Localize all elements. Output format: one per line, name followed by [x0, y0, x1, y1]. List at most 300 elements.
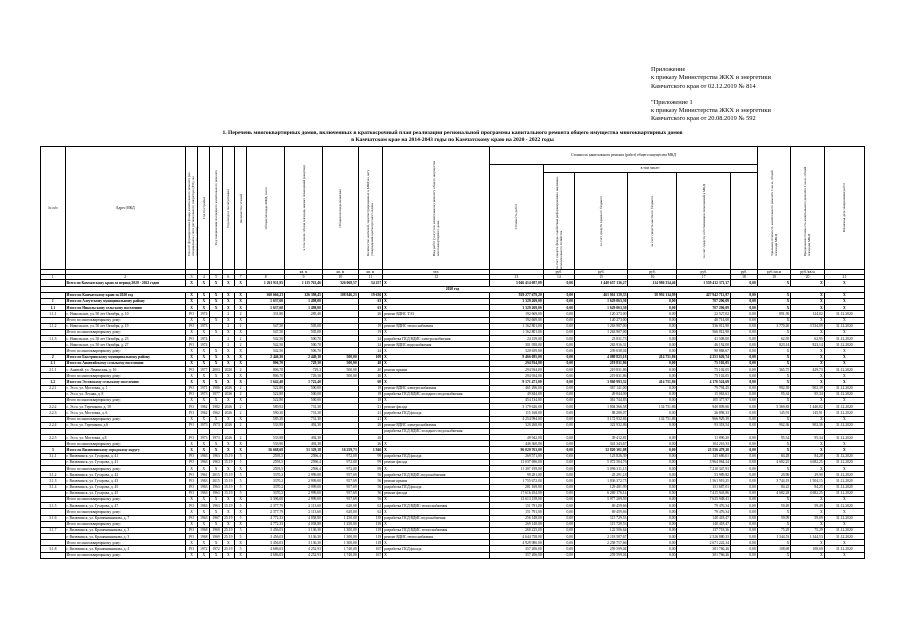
table-cell: 0,00	[543, 336, 574, 342]
table-cell: 259 599,04	[574, 546, 628, 552]
table-cell: X	[791, 354, 824, 360]
table-cell: 2 113,60	[285, 509, 323, 515]
table-cell: 3370,2	[247, 478, 285, 484]
table-cell: X	[757, 379, 790, 385]
table-cell: X	[383, 305, 490, 311]
table-cell: 3 046 414 697,09	[490, 280, 544, 286]
table-cell: 63	[358, 305, 383, 311]
table-cell: 11 037 696,00	[490, 459, 544, 465]
table-cell: 139	[358, 515, 383, 521]
table-cell: 5 977 209,59	[574, 496, 628, 502]
appendix-block	[651, 66, 891, 124]
table-cell: 9 466 695,00	[490, 354, 544, 360]
table-cell: 2.2.5	[41, 435, 66, 441]
table-cell: 151 687,01	[677, 484, 731, 490]
table-cell: 2 118 587,67	[574, 534, 628, 540]
table-cell: 11 307 199,00	[490, 466, 544, 472]
table-cell: 1963	[210, 503, 222, 509]
table-cell: 38 992 134,99	[628, 292, 677, 298]
table-cell: 2.2.4	[41, 422, 66, 428]
table-cell: 0,00	[543, 342, 574, 348]
table-cell: X	[791, 496, 824, 502]
table-cell: X	[757, 292, 790, 298]
table-cell: X	[791, 441, 824, 447]
table-cell: РО	[185, 336, 197, 342]
table-cell: 139	[358, 521, 383, 527]
table-cell: X	[824, 447, 864, 453]
table-cell: 25.19	[224, 528, 233, 533]
table-cell: 46 192,00	[677, 342, 731, 348]
table-cell: 0,00	[543, 509, 574, 515]
header-cell: Общая площадь нежилых	[322, 147, 358, 270]
table-cell: 1986	[210, 385, 222, 391]
table-cell: 0,00	[731, 348, 758, 354]
table-cell: 59,09	[791, 515, 824, 521]
table-cell: 19	[358, 329, 383, 335]
table-cell: 4 686,03	[247, 546, 285, 552]
table-cell: 729,30	[285, 373, 323, 379]
table-cell: X	[198, 496, 210, 502]
table-cell: 260 225,00	[490, 527, 544, 533]
table-cell: с. Эссо, ул. Лесная, д. 8	[65, 391, 185, 397]
table-cell: 90 868,67	[677, 348, 731, 354]
table-cell: 414 751,86	[628, 354, 677, 360]
table-cell: 2 258 757,66	[574, 540, 628, 546]
table-cell: 5 964 064,24	[677, 459, 731, 465]
table-cell: 31.12.2020	[824, 410, 864, 416]
table-cell: X	[210, 397, 222, 403]
table-cell: 0,00	[731, 292, 758, 298]
table-cell: X	[185, 447, 197, 453]
table-cell: 1973	[198, 323, 210, 329]
table-cell: 56 668,68	[247, 447, 285, 453]
table-cell: Итого по Камчатскому краю за 2020 год	[65, 292, 185, 298]
table-cell: 99 281,00	[490, 472, 544, 478]
table-cell: X	[824, 416, 864, 422]
table-cell: 1 498,00	[285, 305, 323, 311]
table-cell: X	[824, 298, 864, 304]
table-cell: 2	[222, 323, 234, 329]
table-cell: X	[198, 416, 210, 422]
table-cell: X	[757, 496, 790, 502]
column-number: 14	[543, 275, 574, 280]
header-cell: Способ формирования фонда капитального ремонта (на специальном счете регионального оператора (РО), на специальном счете)	[185, 147, 197, 270]
table-cell: X	[198, 441, 210, 447]
table-cell: 0,00	[628, 373, 677, 379]
table-cell: X	[383, 280, 490, 286]
table-cell: 0,00	[731, 385, 758, 391]
table-cell: 500,00	[285, 397, 323, 403]
table-cell: 2 449,10	[285, 354, 323, 360]
table-cell: 0,00	[543, 447, 574, 453]
table-cell: 124,02	[791, 311, 824, 317]
table-cell: разработка ПСД фасада	[383, 410, 490, 416]
table-cell: 123 826,39	[574, 453, 628, 459]
table-cell: с. Эссо, ул. Мостовая, д. 1	[65, 385, 185, 391]
table-cell: 41 508,00	[677, 336, 731, 342]
table-cell: 5	[234, 478, 246, 484]
table-cell: 0,00	[628, 336, 677, 342]
table-cell: 15.19	[224, 460, 233, 465]
table-cell: X	[791, 447, 824, 453]
table-cell: 0,00	[543, 360, 574, 366]
appendix-line: к приказу Министерства ЖКХ и энергетики	[651, 74, 771, 82]
table-cell: 0,00	[628, 546, 677, 552]
table-cell: 957,69	[322, 478, 358, 484]
table-cell: с. Никольское, ул. 50 лет Октября, д. 23	[65, 336, 185, 342]
table-cell: ремонт фасада	[383, 459, 490, 465]
table-cell: 56	[358, 496, 383, 502]
table-cell: X	[222, 521, 234, 527]
table-cell: 75,29	[791, 527, 824, 533]
table-cell: Итого по многоквартирному дому:	[65, 509, 185, 515]
table-cell: X	[185, 329, 197, 335]
table-cell: 0,00	[731, 336, 758, 342]
appendix-line: к приказу Министерства ЖКХ и энергетики	[651, 107, 771, 115]
table-cell: 3 770,40	[757, 323, 790, 329]
table-cell: 365,75	[757, 367, 790, 373]
table-cell: 120 273,00	[574, 311, 628, 317]
table-cell: X	[222, 552, 234, 558]
table-cell: X	[234, 416, 246, 422]
table-cell: 239 638,04	[574, 348, 628, 354]
table-cell: 95,34	[791, 391, 824, 397]
table-cell: 0,00	[731, 379, 758, 385]
table-cell: 972,00	[322, 466, 358, 472]
table-cell: 0,00	[628, 397, 677, 403]
header-cell: Количество этажей	[234, 147, 246, 270]
table-cell: Итого по многоквартирному дому:	[65, 540, 185, 546]
table-cell: 31.12.2020	[824, 336, 864, 342]
table-cell: 0,00	[543, 298, 574, 304]
table-cell: X	[791, 329, 824, 335]
table-cell: 0,00	[731, 280, 758, 286]
table-cell: 1963	[198, 478, 210, 484]
table-cell: 4 254 994,00	[490, 416, 544, 422]
table-cell: 75 102,05	[677, 373, 731, 379]
table-cell: 3 456,03	[247, 527, 285, 533]
table-cell: 0,00	[628, 478, 677, 484]
table-cell: 259 599,04	[574, 552, 628, 558]
header-cell: Стоимость работ	[490, 165, 544, 270]
table-cell: 40	[358, 373, 383, 379]
table-cell: 957,69	[322, 484, 358, 490]
table-cell: 0,00	[543, 422, 574, 428]
table-cell: 1974	[198, 336, 210, 342]
table-cell: 2026	[222, 385, 234, 391]
table-cell: X	[185, 540, 197, 546]
header-cell: Общая площадь МКД, всего	[247, 147, 285, 270]
table-cell: X	[198, 521, 210, 527]
table-cell: 3.1.7	[41, 527, 66, 533]
table-cell: г. Вилючинск, ул. Гусарова, д. 45	[65, 490, 185, 496]
unit-cell: руб.	[677, 270, 731, 275]
table-cell: 0,00	[731, 552, 758, 558]
table-cell: 75 102,05	[677, 360, 731, 366]
table-cell: Итого по Анавгайскому сельскому поселению	[65, 360, 185, 366]
table-cell: 3 456,03	[247, 534, 285, 540]
table-cell: X	[824, 441, 864, 447]
table-cell: 0,00	[628, 348, 677, 354]
table-cell: 16 259,73	[322, 447, 358, 453]
table-cell: X	[210, 441, 222, 447]
table-cell: 500,70	[285, 342, 323, 348]
table-cell: 93 318,54	[677, 422, 731, 428]
table-cell: 1963	[210, 484, 222, 490]
column-number: 21	[824, 275, 864, 280]
table-cell: 3370,2	[247, 490, 285, 496]
table-cell: 707 206,09	[677, 305, 731, 311]
table-cell: X	[757, 521, 790, 527]
table-cell: 49 844,00	[574, 391, 628, 397]
table-cell: 1 250,00	[322, 521, 358, 527]
table-cell: 1 115 763,46	[285, 280, 323, 286]
table-cell: 1962	[210, 410, 222, 416]
table-cell: 54 257	[358, 280, 383, 286]
table-cell: 39 412,81	[574, 435, 628, 441]
table-cell: 0,00	[731, 441, 758, 447]
appendix-line: Камчатского края от 02.12.2019 № 814	[651, 82, 756, 90]
table-cell: 4 251 626,74	[677, 354, 731, 360]
header-cell: Предельная стоимость капитального ремонта 1 кв.м. общей площади МКД	[791, 147, 824, 270]
table-cell: Итого по многоквартирному дому:	[65, 317, 185, 323]
table-cell: 1 740,00	[322, 546, 358, 552]
table-cell: 11 890,20	[677, 435, 731, 441]
table-cell: X	[234, 305, 246, 311]
table-cell: 414 751,86	[628, 379, 677, 385]
table-cell: 4 252,93	[285, 552, 323, 558]
table-cell: 56	[358, 490, 383, 496]
table-cell: X	[185, 496, 197, 502]
table-cell: 219 831,86	[574, 373, 628, 379]
table-cell: 0,00	[731, 416, 758, 422]
table-cell: 2015	[210, 478, 222, 484]
table-cell: разработка ПСД фасада	[383, 453, 490, 459]
header-cell: Вид работ (услуг) по капитальному ремонту общего имущества многоквартирного дома	[383, 147, 490, 270]
table-cell: 1973	[210, 422, 222, 428]
table-cell: 95,34	[757, 391, 790, 397]
table-cell: г. Вилючинск, ул. Гусарова, д. 41	[65, 453, 185, 459]
table-cell: 219 831,86	[574, 360, 628, 366]
header-cell: в том числе общая площадь жилых помещений (квартир)	[285, 147, 323, 270]
table-cell: 0,00	[543, 521, 574, 527]
table-cell: 500,00	[322, 373, 358, 379]
table-cell: 2593,5	[247, 459, 285, 465]
table-cell: 0,00	[543, 484, 574, 490]
table-cell: 2020	[222, 367, 234, 373]
table-cell: разработка ПСД ВДИС теплоснабжения	[383, 527, 490, 533]
table-cell: 1 300,00	[322, 527, 358, 533]
table-cell: 134 751,86	[628, 416, 677, 422]
table-cell: 492,30	[285, 435, 323, 441]
table-cell: 0,00	[628, 342, 677, 348]
table-cell: 506,70	[285, 348, 323, 354]
table-cell: 0,00	[731, 305, 758, 311]
table-cell: 0,00	[543, 373, 574, 379]
table-cell: X	[198, 540, 210, 546]
table-cell: ремонт ВДИС электроснабжения	[383, 422, 490, 428]
table-cell: X	[757, 360, 790, 366]
table-cell: X	[210, 360, 222, 366]
table-cell: 0,00	[543, 292, 574, 298]
table-cell: 84,25	[757, 484, 790, 490]
table-cell: 2.2.1	[41, 385, 66, 391]
table-cell: 62,95	[757, 336, 790, 342]
table-cell: РО	[185, 527, 197, 533]
table-cell: 0,00	[731, 472, 758, 478]
table-cell: 3.1.1	[41, 453, 66, 459]
table-cell: X	[234, 329, 246, 335]
table-cell: 966 929,39	[677, 416, 731, 422]
table-cell: X	[185, 509, 197, 515]
table-cell: 0,00	[731, 342, 758, 348]
table-cell: 5	[234, 472, 246, 478]
table-cell: ремонт крыши	[383, 367, 490, 373]
table-cell: 0,00	[628, 466, 677, 472]
table-cell: г. Вилючинск, ул. Крашенинникова, д. 3	[65, 527, 185, 533]
table-cell: 566 012,90	[677, 329, 731, 335]
table-cell: 285,40	[285, 311, 323, 317]
table-cell: 2	[234, 410, 246, 416]
table-cell: X	[757, 329, 790, 335]
table-cell: 0,00	[731, 540, 758, 546]
table-cell: 1 642,40	[247, 379, 285, 385]
table-cell: 3.1.4	[41, 484, 66, 490]
table-cell: 500,00	[322, 360, 358, 366]
table-cell: 0,00	[543, 466, 574, 472]
table-cell: X	[198, 280, 210, 286]
table-cell: 4 682,25	[791, 459, 824, 465]
table-cell: 15.19	[224, 485, 233, 490]
table-cell: 533,98	[247, 435, 285, 441]
table-cell: X	[185, 552, 197, 558]
table-cell: 2593,5	[247, 453, 285, 459]
table-cell: X	[198, 397, 210, 403]
table-row	[41, 552, 865, 558]
table-cell: 0,00	[543, 490, 574, 496]
table-cell: РО	[185, 484, 197, 490]
table-cell: X	[791, 360, 824, 366]
table-cell: 357 206,00	[490, 552, 544, 558]
column-number: 11	[358, 275, 383, 280]
table-cell: X	[757, 373, 790, 379]
table-cell: 134 751,86	[628, 404, 677, 410]
table-cell: 1 300,00	[322, 534, 358, 540]
table-cell: 0,00	[731, 367, 758, 373]
table-cell: 31.12.2020	[824, 534, 864, 540]
table-cell: 301 958,00	[490, 342, 544, 348]
table-cell: 2596,4	[285, 459, 323, 465]
table-cell: 1977	[210, 391, 222, 397]
table-cell: ремонт ВДИС теплоснабжения	[383, 534, 490, 540]
table-cell: X	[791, 397, 824, 403]
table-cell: 118	[358, 540, 383, 546]
table-cell: X	[234, 292, 246, 298]
table-cell: 23 831,73	[574, 336, 628, 342]
table-cell: 115 729,53	[574, 515, 628, 521]
table-cell: Итого по Никольскому сельскому поселению	[65, 305, 185, 311]
table-cell: X	[222, 305, 234, 311]
table-cell: 114 986 334,46	[628, 280, 677, 286]
table-cell: 129 481,99	[574, 484, 628, 490]
table-cell: 0,00	[628, 515, 677, 521]
table-cell: X	[757, 540, 790, 546]
table-cell: 1 261 911,95	[247, 280, 285, 286]
table-cell: X	[824, 360, 864, 366]
table-cell: 2026	[222, 422, 234, 428]
table-cell: 281 169,00	[490, 484, 544, 490]
table-cell: 1967	[210, 515, 222, 521]
table-cell: 341 343,67	[574, 441, 628, 447]
table-cell: ремонт ВДИС ТЭЗ	[383, 311, 490, 317]
table-cell: X	[824, 348, 864, 354]
table-cell: 1961	[198, 472, 210, 478]
table-cell: 18	[358, 397, 383, 403]
table-cell: 75 102,05	[677, 367, 731, 373]
table-cell: 4 686,03	[247, 552, 285, 558]
table-cell: 0,00	[628, 385, 677, 391]
table-cell: РО	[185, 515, 197, 521]
table-cell: 2	[234, 385, 246, 391]
column-number: 4	[198, 275, 210, 280]
table-cell: X	[383, 416, 490, 422]
table-cell: X	[185, 441, 197, 447]
table-cell: 361 744,83	[574, 397, 628, 403]
table-cell: 167	[358, 546, 383, 552]
table-cell: 5	[234, 527, 246, 533]
table-cell: 1 344,53	[757, 534, 790, 540]
table-cell: 99	[358, 459, 383, 465]
table-cell: 367 141,00	[574, 385, 628, 391]
table-cell: X	[198, 354, 210, 360]
table-cell: 18	[358, 385, 383, 391]
table-cell: 1982	[210, 404, 222, 410]
table-cell: 0,00	[731, 466, 758, 472]
table-cell: 59,49	[791, 503, 824, 509]
table-cell: 3 172 932,84	[574, 416, 628, 422]
table-cell: 0,00	[543, 453, 574, 459]
table-cell: X	[198, 373, 210, 379]
table-cell: X	[185, 298, 197, 304]
table-cell: X	[757, 466, 790, 472]
table-cell: X	[791, 305, 824, 311]
table-cell: 0,00	[543, 280, 574, 286]
table-cell: 104 216,33	[677, 441, 731, 447]
table-cell: 7 210 347,91	[677, 466, 731, 472]
table-cell: 731,30	[285, 404, 323, 410]
table-cell: 294 934,00	[490, 373, 544, 379]
table-cell: X	[222, 496, 234, 502]
table-cell: 0,00	[628, 503, 677, 509]
table-cell: 1 250,00	[322, 515, 358, 521]
table-cell: 95,34	[757, 435, 790, 441]
table-cell: 24	[358, 336, 383, 342]
table-cell: 120 273,00	[574, 317, 628, 323]
table-cell: 0,00	[543, 385, 574, 391]
header-address: Адрес МКД	[65, 147, 185, 270]
table-cell: X	[824, 509, 864, 515]
table-cell: 2596,4	[285, 466, 323, 472]
table-cell: 902,36	[791, 422, 824, 428]
table-cell: 707 206,09	[677, 298, 731, 304]
table-cell: 542,50	[247, 336, 285, 342]
table-cell: 0,00	[628, 453, 677, 459]
table-cell: 21	[358, 416, 383, 422]
table-cell: 0,00	[543, 441, 574, 447]
table-cell: 22 527,02	[677, 311, 731, 317]
table-cell: 18	[358, 391, 383, 397]
table-cell: 957,69	[322, 496, 358, 502]
